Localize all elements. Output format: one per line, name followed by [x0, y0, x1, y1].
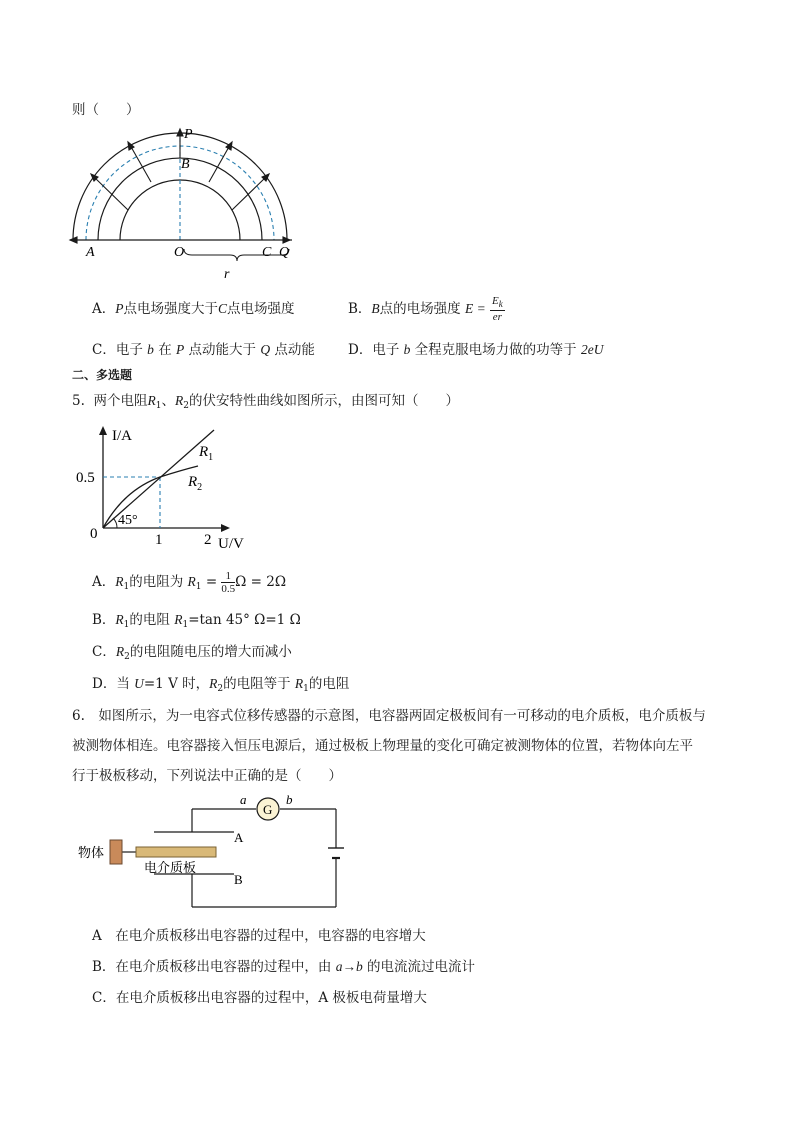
x-axis-label: U/V: [218, 536, 244, 552]
label-O: O: [174, 245, 185, 260]
R1-label: $R_1$: [199, 444, 214, 463]
R2-label: $R_2$: [188, 474, 203, 493]
angle-label: 45°: [118, 513, 138, 528]
label-Q: Q: [279, 245, 290, 260]
tick-0.5: 0.5: [76, 470, 95, 486]
q6-stem-line2: 被测物体相连。电容器接入恒压电源后，通过极板上物理量的变化可确定被测物体的位置，若物体向左平: [72, 738, 693, 754]
label-B: B: [181, 157, 190, 172]
y-axis-label: I/A: [112, 428, 132, 444]
q4-option-a[interactable]: A．P点电场强度大于C点电场强度: [92, 301, 295, 317]
resistance-fraction: $\frac{1}{0.5}$: [221, 569, 236, 595]
label-B: B: [234, 872, 243, 887]
label-a: a: [240, 792, 247, 807]
object-label: 物体: [78, 845, 105, 860]
label-b: b: [286, 792, 293, 807]
middle-arc: [98, 158, 262, 240]
q5-option-c[interactable]: C．$R_2$的电阻随电压的增大而减小: [92, 644, 292, 662]
label-A: A: [86, 245, 95, 260]
label-C: C: [262, 245, 272, 260]
section-heading: 二、多选题: [72, 368, 133, 382]
q6-option-a[interactable]: A 在电介质板移出电容器的过程中，电容器的电容增大: [92, 928, 426, 944]
field-fraction: $\frac{E_k}{er}$: [492, 295, 503, 323]
q5-option-d[interactable]: D．当 U=1 V 时，$R_2$的电阻等于 $R_1$的电阻: [92, 676, 350, 694]
q4-field-figure: [60, 118, 300, 288]
q4-option-d[interactable]: D．电子 b 全程克服电场力做的功等于 2eU: [348, 342, 604, 358]
q6-option-b[interactable]: B．在电介质板移出电容器的过程中，由 a→b 的电流流过电流计: [92, 959, 476, 975]
q5-iv-graph: [72, 420, 262, 560]
q5-option-a[interactable]: A．$R_1$的电阻为 $R_1$ = $\frac{1}{0.5}$ Ω = 2Ω: [92, 569, 287, 595]
label-A: A: [234, 830, 244, 845]
q5-stem: 5. 两个电阻$R_1$、$R_2$的伏安特性曲线如图所示，由图可知（ ）: [72, 393, 459, 411]
origin-label: 0: [90, 526, 98, 542]
q5-option-b[interactable]: B．$R_1$的电阻 $R_1=\tan$ 45° Ω=1 Ω: [92, 612, 301, 630]
label-r: r: [224, 267, 230, 282]
plate-label: 电介质板: [144, 860, 197, 875]
galvanometer-label: G: [263, 802, 273, 817]
q4-stem-tail: 则（ ）: [72, 102, 140, 118]
dielectric-plate: [136, 847, 216, 857]
q6-capacitor-figure: [74, 792, 364, 917]
object-block: [110, 840, 122, 864]
q6-stem-line1: 6. 如图所示，为一电容式位移传感器的示意图，电容器两固定极板间有一可移动的电介质板，电介质板与: [72, 708, 706, 724]
tick-2: 2: [204, 532, 212, 548]
q6-option-c[interactable]: C．在电介质板移出电容器的过程中，A 极板电荷量增大: [92, 990, 427, 1006]
r-brace: [184, 249, 289, 261]
tick-1: 1: [155, 532, 163, 548]
q4-option-b[interactable]: B．B点的电场强度 E = $\frac{E_k}{er}$: [348, 295, 503, 323]
q4-option-c[interactable]: C．电子 b 在 P 点动能大于 Q 点动能: [92, 342, 315, 358]
label-P: P: [184, 127, 193, 142]
q6-stem-line3: 行于极板移动，下列说法中正确的是（ ）: [72, 768, 342, 784]
